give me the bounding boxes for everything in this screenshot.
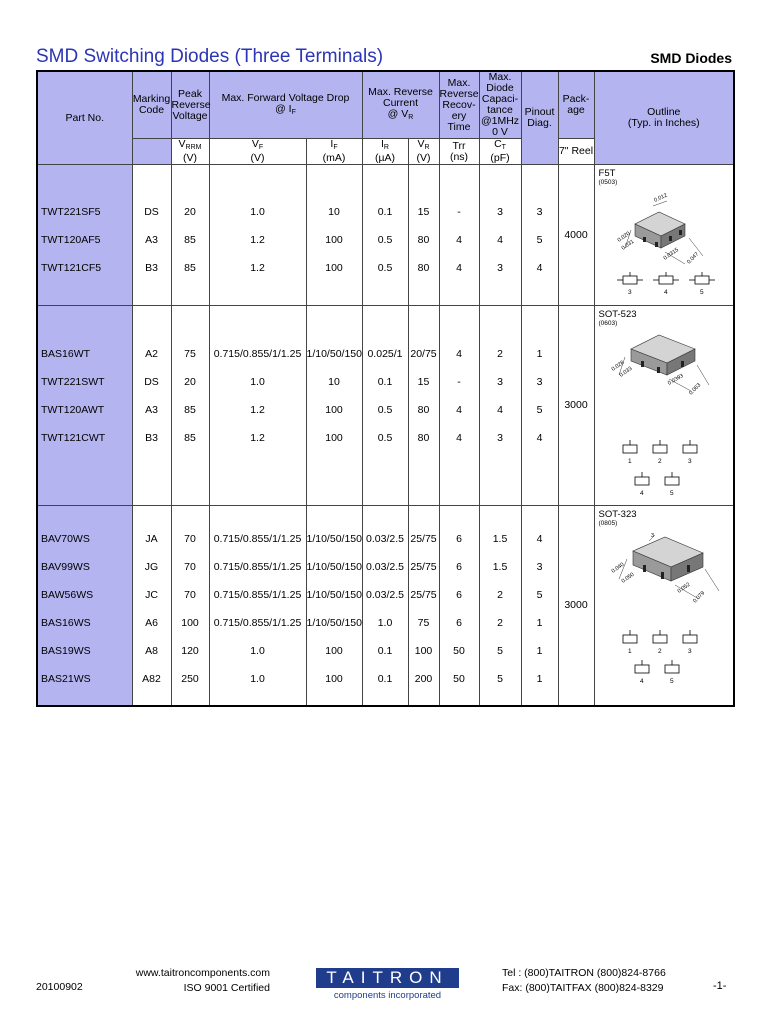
unit-ct: $C_T$ (pF)	[479, 139, 521, 165]
marking-cell: DS A3 B3	[132, 165, 171, 306]
vf-cell: 1.0 1.2 1.2	[209, 165, 306, 306]
col-package: Pack- age	[558, 71, 594, 139]
footer-web	[120, 966, 270, 996]
col-peak-reverse: Peak Reverse Voltage	[171, 71, 209, 139]
pin-label: 2	[657, 648, 662, 655]
pin-label: 4	[639, 490, 644, 497]
pin-label: 1	[627, 458, 632, 465]
pin-label: 5	[699, 289, 704, 296]
part-no-cell	[37, 165, 132, 306]
ct-cell: 2 3 4 3	[479, 306, 521, 506]
unit-vf: $V_F$ (V)	[209, 139, 306, 165]
pin-label: 2	[657, 458, 662, 465]
if-cell: 1/10/50/150 10 100 100	[306, 306, 362, 506]
spec-table	[36, 70, 735, 707]
package-size: (0503)	[598, 179, 618, 186]
website-link[interactable]: www.taitroncomponents.com	[135, 967, 270, 979]
reel-label: 7" Reel	[558, 139, 594, 165]
outline-cell	[594, 165, 734, 306]
page-footer	[0, 962, 768, 1022]
dim-label: 0.063	[687, 382, 702, 397]
vf-cell: 0.715/0.855/1/1.25 1.0 1.2 1.2	[209, 306, 306, 506]
vr-cell: 20/75 15 80 80	[408, 306, 439, 506]
col-part-no: Part No.	[37, 71, 132, 165]
reel-qty: 4000	[558, 165, 594, 306]
marking-unit	[132, 139, 171, 165]
pinout-diagram	[617, 272, 715, 284]
part-no: TWT121CF5	[41, 262, 102, 274]
col-outline: Outline (Typ. in Inches)	[594, 71, 734, 165]
ct-cell: 3 4 3	[479, 165, 521, 306]
part-no-cell: BAV70WS BAV99WS BAW56WS BAS16WS BAS19WS BAS21WS	[37, 506, 132, 706]
ir-cell: 0.1 0.5 0.5	[362, 165, 408, 306]
footer-contact	[502, 966, 666, 996]
group-sot-323	[37, 506, 734, 706]
vrrm-cell: 75 20 85 85	[171, 306, 209, 506]
unit-trr: Trr (ns)	[439, 139, 479, 165]
trr-cell: - 4 4	[439, 165, 479, 306]
ct-cell: 1.5 1.5 2 2 5 5	[479, 506, 521, 706]
package-size: (0603)	[598, 320, 618, 327]
vrrm-cell: 20 85 85	[171, 165, 209, 306]
dim-label: 0.047	[685, 251, 700, 266]
package-name: SOT-323	[598, 509, 637, 520]
col-capacitance: Max. Diode Capaci- tance @1MHz 0 V	[480, 71, 520, 138]
fax: Fax: (800)TAITFAX (800)824-8329	[502, 982, 664, 994]
part-no-cell: BAS16WT TWT221SWT TWT120AWT TWT121CWT	[37, 306, 132, 506]
col-pinout: Pinout Diag.	[521, 71, 558, 165]
vr-cell: 15 80 80	[408, 165, 439, 306]
dim-label: 0.020	[616, 230, 631, 244]
document-date: 20100902	[36, 981, 83, 993]
marking-cell: A2 DS A3 B3	[132, 306, 171, 506]
if-cell: 10 100 100	[306, 165, 362, 306]
pin-label: 3	[627, 289, 632, 296]
taitron-logo: TAITRON	[316, 968, 459, 988]
pin-label: 3	[687, 458, 692, 465]
part-no: TWT221SF5	[41, 206, 101, 218]
dim-label: 3	[650, 533, 654, 539]
page-title: SMD Switching Diodes (Three Terminals)	[36, 46, 384, 67]
dim-label: 0.040	[610, 561, 625, 575]
f5t-outline-drawing	[595, 186, 733, 298]
sot523-outline-drawing	[595, 327, 733, 499]
pin-label: 5	[669, 490, 674, 497]
unit-vrrm: $V_{RRM}$ (V)	[171, 139, 209, 165]
col-marking-code: Marking Code	[132, 71, 171, 139]
vrrm-cell: 70 70 70 100 120 250	[171, 506, 209, 706]
pinout-cell: 3 5 4	[521, 165, 558, 306]
col-recovery-time: Max. Reverse Recov- ery Time	[439, 71, 479, 139]
reel-qty: 3000	[558, 506, 594, 706]
group-f5t	[37, 165, 734, 306]
dim-label: 0.050	[620, 571, 635, 585]
pin-label: 4	[663, 289, 668, 296]
page-number: -1-	[713, 980, 727, 992]
outline-cell	[594, 306, 734, 506]
vf-cell: 0.715/0.855/1/1.25 0.715/0.855/1/1.25 0.715/0.855/1/1.25 0.715/0.855/1/1.25 1.0 1.0	[209, 506, 306, 706]
vr-cell: 25/75 25/75 25/75 75 100 200	[408, 506, 439, 706]
if-cell: 1/10/50/150 1/10/50/150 1/10/50/150 1/10/50/150 100 100	[306, 506, 362, 706]
dim-label: 0.012	[652, 192, 668, 204]
marking-cell: JA JG JC A6 A8 A82	[132, 506, 171, 706]
package-size: (0805)	[598, 520, 618, 527]
iso-certification: ISO 9001 Certified	[183, 982, 270, 994]
pin-label: 4	[639, 678, 644, 685]
part-no: TWT120AF5	[41, 234, 101, 246]
unit-vr: $V_R$ (V)	[408, 139, 439, 165]
trr-cell: 6 6 6 6 50 50	[439, 506, 479, 706]
pinout-cell: 1 3 5 4	[521, 306, 558, 506]
dim-label: 0.079	[691, 590, 706, 605]
unit-if: $I_F$ (mA)	[306, 139, 362, 165]
package-name: SOT-523	[598, 309, 637, 320]
ir-cell: 0.03/2.5 0.03/2.5 0.03/2.5 1.0 0.1 0.1	[362, 506, 408, 706]
reel-qty: 3000	[558, 306, 594, 506]
col-max-forward: Max. Forward Voltage Drop @ $I_F$	[209, 71, 362, 139]
package-name: F5T	[598, 168, 616, 179]
unit-ir: $I_R$ (µA)	[362, 139, 408, 165]
dim-label: 0.028	[610, 359, 625, 373]
logo-subtitle: components incorporated	[333, 990, 442, 1001]
telephone: Tel : (800)TAITRON (800)824-8766	[502, 967, 666, 979]
dim-label: 0.0315	[662, 247, 680, 262]
dim-label: 0.031	[620, 238, 635, 252]
dim-label: 0.052	[676, 581, 691, 595]
pin-label: 3	[687, 648, 692, 655]
dim-label: 0.033	[618, 365, 633, 379]
col-max-reverse-current: Max. Reverse Current @ $V_R$	[362, 71, 439, 139]
sot323-outline-drawing	[595, 527, 733, 699]
group-sot-523	[37, 306, 734, 506]
pin-label: 5	[669, 678, 674, 685]
trr-cell: 4 - 4 4	[439, 306, 479, 506]
pinout-cell: 4 3 5 1 1 1	[521, 506, 558, 706]
pin-label: 1	[627, 648, 632, 655]
dim-label: 0.0393	[666, 373, 685, 387]
category-label: SMD Diodes	[650, 50, 732, 66]
outline-cell	[594, 506, 734, 706]
ir-cell: 0.025/1 0.1 0.5 0.5	[362, 306, 408, 506]
